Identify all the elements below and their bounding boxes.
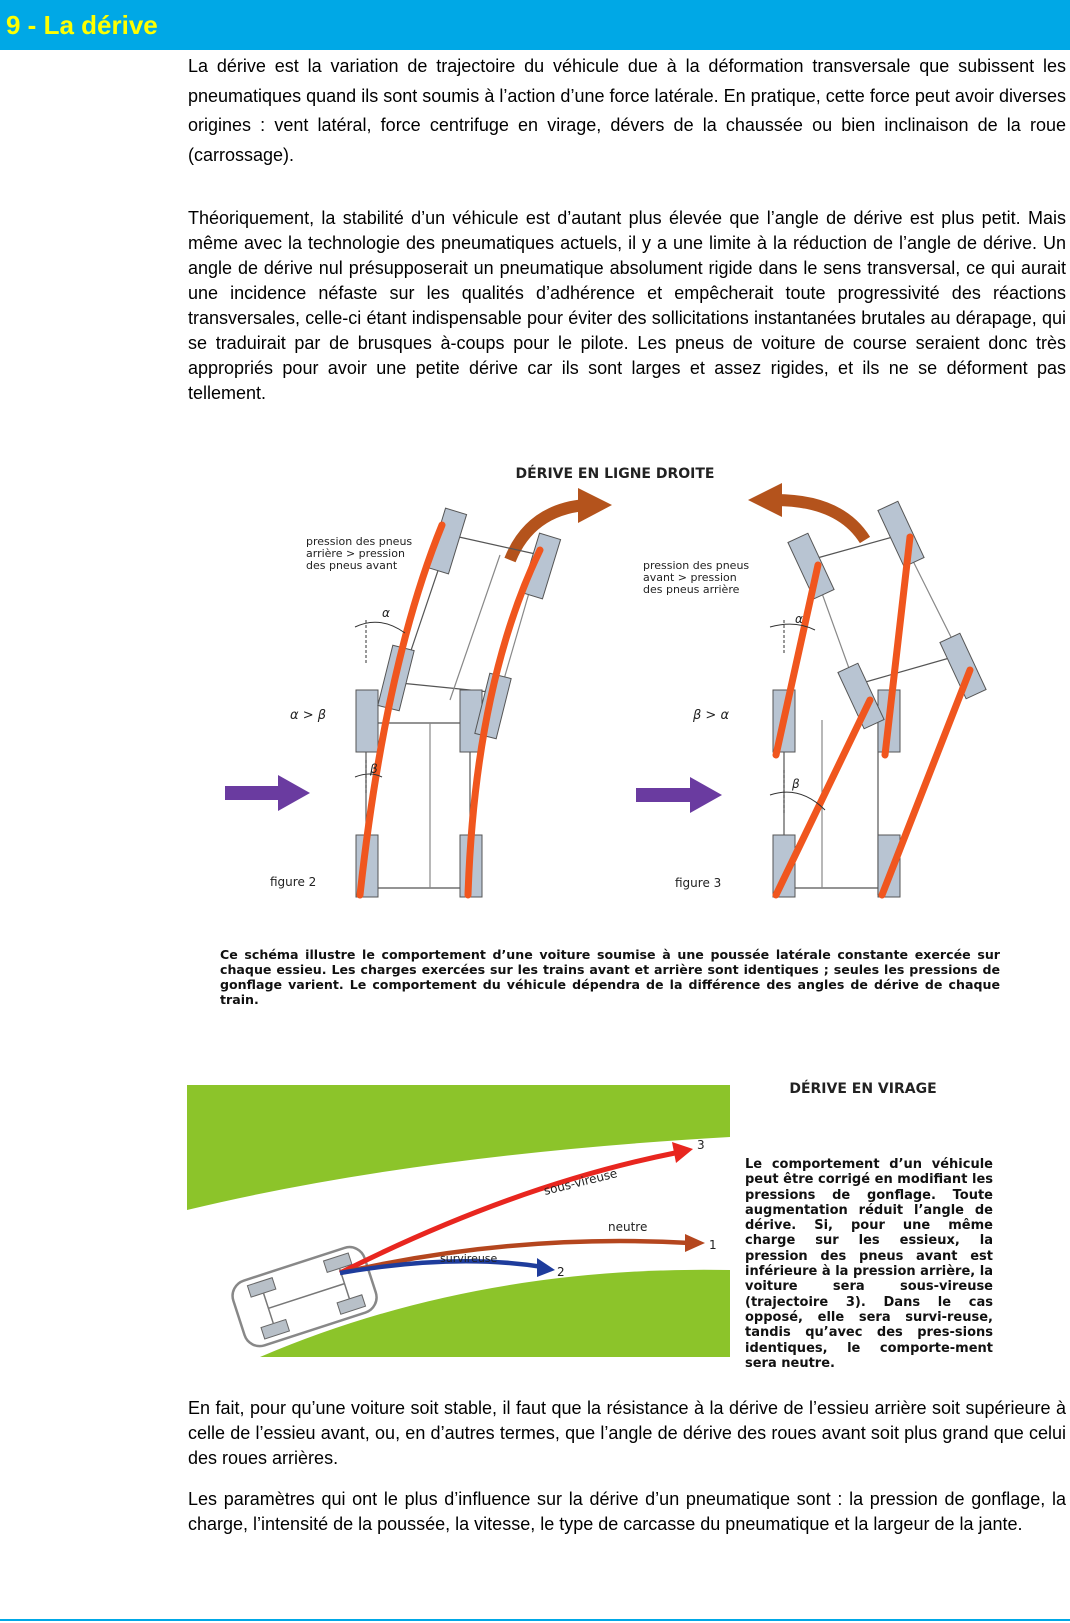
trajectory-understeer-arrowhead xyxy=(672,1142,693,1163)
trajectory-understeer xyxy=(340,1153,675,1273)
figure2-title: DÉRIVE EN VIRAGE xyxy=(789,1081,937,1097)
diagram-figure-3 xyxy=(636,483,986,897)
fig2-note-line3: des pneus avant xyxy=(306,559,398,572)
footer-rule xyxy=(0,1619,1070,1621)
fig2-wheel-rear-left xyxy=(356,690,378,752)
figure-straight-line-drift xyxy=(210,455,1010,945)
fig3-beta: β xyxy=(792,777,800,791)
label-neutral-number: 1 xyxy=(709,1238,717,1252)
figure1-title: DÉRIVE EN LIGNE DROITE xyxy=(515,466,715,482)
label-oversteer-number: 2 xyxy=(557,1265,565,1279)
figure2-caption: Le comportement d’un véhicule peut être corrigé en modifiant les pressions de gonflage. Toute augmentation réduit l’angle de dérive. Si, pour une même charge sur les essieux, la pression des pneus avant est inférieure à la pression arrière, la voiture sera sous-vireuse (trajectoire 3). Dans le cas opposé, elle sera survi-reuse, tandis qu’avec des pres-sions identiques, le comporte-ment sera neutre. xyxy=(745,1157,993,1371)
fig2-force-arrow-head xyxy=(278,775,310,811)
fig3-relation: β > α xyxy=(693,708,730,723)
fig2-relation: α > β xyxy=(290,708,327,723)
paragraph-theory: Théoriquement, la stabilité d’un véhicule est d’autant plus élevée que l’angle de dérive est plus petit. Mais même avec la technologie des pneumatiques actuels, il y a une limite à la réduction de l’angle de dérive. Un angle de dérive nul présupposerait un pneumatique absolument rigide dans le sens transversal, ce qui aurait une incidence néfaste sur les qualités d’adhérence et empêcherait toute progressivité des réactions transversales, celle-ci étant indispensable pour éviter des sollicitations instantanées brutales au dérapage, qui se traduirait par de brusques à-coups pour le pilote. Les pneus de voiture de course seraient donc très appropriés pour avoir une petite dérive car ils sont larges et assez rigides, et ils ne se déforment pas tellement. xyxy=(188,208,1066,403)
label-understeer-number: 3 xyxy=(697,1138,705,1152)
paragraph-intro: La dérive est la variation de trajectoire du véhicule due à la déformation transversale que subissent les pneumatiques quand ils sont soumis à l’action d’une force latérale. En pratique, cette force peut avoir diverses origines : vent latéral, force centrifuge en virage, dévers de la chaussée ou bien inclinaison de la roue (carrossage). xyxy=(188,56,1066,165)
section-header xyxy=(0,0,1070,50)
curved-arrow-left-head xyxy=(748,483,782,517)
section-title: 9 - La dérive xyxy=(6,10,158,40)
label-oversteer: survireuse xyxy=(440,1252,498,1265)
fig2-beta: β xyxy=(370,762,378,776)
fig2-note-line2: arrière > pression xyxy=(306,547,405,560)
label-neutral: neutre xyxy=(608,1220,648,1234)
diagram-figure-2 xyxy=(225,488,612,897)
fig3-note-line3: des pneus arrière xyxy=(643,583,740,596)
curved-arrow-left xyxy=(775,500,865,540)
fig3-force-arrow-shaft xyxy=(636,788,692,802)
paragraph-parameters: Les paramètres qui ont le plus d’influence sur la dérive d’un pneumatique sont : la pression de gonflage, la charge, l’intensité de la poussée, la vitesse, le type de carcasse du pneumatique et la largeur de la jante. xyxy=(188,1489,1066,1534)
fig2-label: figure 2 xyxy=(270,875,317,889)
fig2-wheel-displaced-2 xyxy=(521,533,560,599)
trajectory-oversteer-arrowhead xyxy=(537,1258,555,1277)
svg-text:pression des pneus avant xyxy=(643,559,753,596)
trajectory-neutral-arrowhead xyxy=(685,1234,705,1252)
label-understeer: sous-vireuse xyxy=(542,1166,619,1198)
road-verge-top xyxy=(187,1085,730,1210)
fig3-alpha: α xyxy=(795,612,803,626)
fig3-tyre-line-1 xyxy=(776,565,818,755)
fig2-alpha: α xyxy=(382,606,390,620)
svg-text:pression des pneus arriè xyxy=(306,535,416,572)
fig3-label: figure 3 xyxy=(675,876,722,890)
figure1-caption: Ce schéma illustre le comportement d’une voiture soumise à une poussée latérale constante exercée sur chaque essieu. Les charges exercées sur les trains avant et arrière sont identiques ; seules les pressions de gonflage varient. Le comportement du véhicule dépendra de la différence des angles de dérive de chaque train. xyxy=(220,947,1000,1007)
fig3-note-line1: pression des pneus xyxy=(643,559,750,572)
curved-arrow-right-head xyxy=(578,488,612,523)
fig3-wheel-displaced-2 xyxy=(878,501,924,566)
paragraph-stability: En fait, pour qu’une voiture soit stable, il faut que la résistance à la dérive de l’essieu arrière soit supérieure à celle de l’essieu avant, ou, en d’autres termes, que l’angle de dérive des roues avant soit plus grand que celui des roues arrières. xyxy=(188,1398,1066,1468)
fig3-force-arrow-head xyxy=(690,777,722,813)
fig3-note-line2: avant > pression xyxy=(643,571,737,584)
fig2-force-arrow-shaft xyxy=(225,786,281,800)
fig2-note-line1: pression des pneus xyxy=(306,535,413,548)
